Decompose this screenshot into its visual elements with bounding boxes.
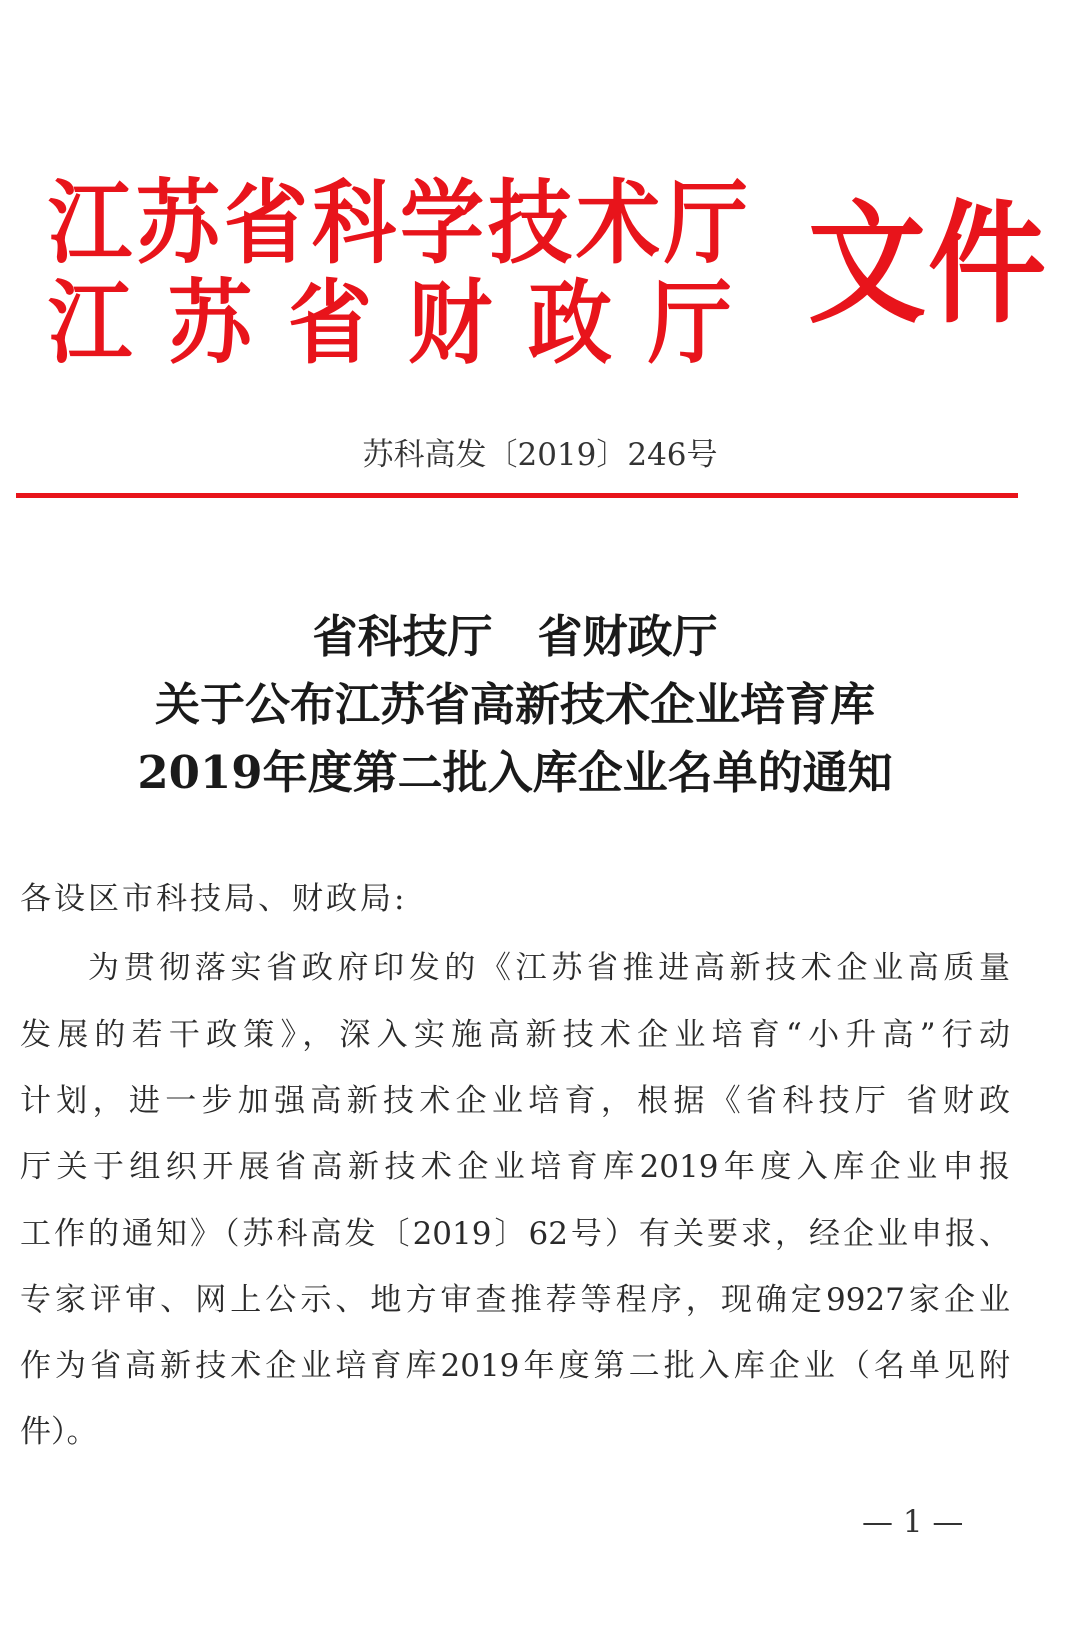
paragraph-line: 发展的若干政策》，深入实施高新技术企业培育“小升高”行动 <box>20 1017 1010 1053</box>
issuer-line-1: 江苏省科学技术厅 <box>48 170 753 277</box>
document-kind-label: 文件 <box>808 186 1049 342</box>
paragraph-line: 为贯彻落实省政府印发的《江苏省推进高新技术企业高质量 <box>88 950 1010 986</box>
document-number: 苏科高发〔2019〕246号 <box>362 437 718 473</box>
salutation: 各设区市科技局、财政局: <box>20 881 408 917</box>
paragraph-line: 专家评审、网上公示、地方审查推荐等程序，现确定9927家企业 <box>20 1282 1010 1318</box>
title-line-3: 2019年度第二批入库企业名单的通知 <box>137 746 893 799</box>
page-number: — 1 — <box>862 1504 964 1540</box>
paragraph-line: 计划，进一步加强高新技术企业培育，根据《省科技厅 省财政 <box>20 1083 1010 1119</box>
paragraph-line: 工作的通知》（苏科高发〔2019〕62号）有关要求，经企业申报、 <box>20 1216 1010 1252</box>
paragraph-line: 厅关于组织开展省高新技术企业培育库2019年度入库企业申报 <box>20 1149 1010 1185</box>
title-line-1: 省科技厅 省财政厅 <box>312 610 718 663</box>
paragraph-line: 件）。 <box>20 1414 98 1450</box>
issuer-line-2: 江苏省财政厅 <box>48 270 769 377</box>
paragraph-line: 作为省高新技术企业培育库2019年度第二批入库企业（名单见附 <box>20 1348 1010 1384</box>
red-header-rule <box>16 493 1018 498</box>
title-line-2: 关于公布江苏省高新技术企业培育库 <box>154 678 875 731</box>
